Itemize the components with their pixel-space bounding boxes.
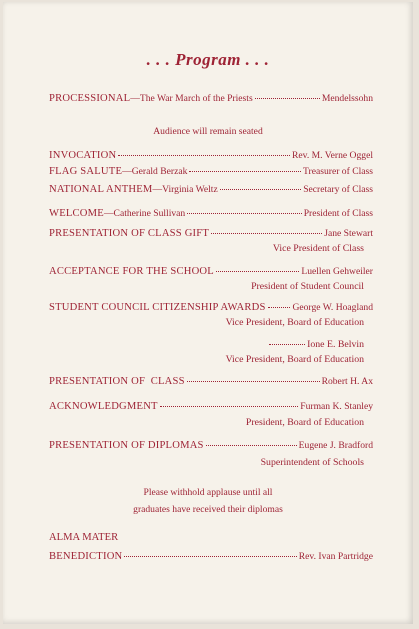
item-right: Robert H. Ax (321, 376, 373, 387)
item-detail: —The War March of the Priests (130, 93, 253, 104)
item-detail: —Gerald Berzak (122, 166, 188, 177)
item-name: FLAG SALUTE (49, 166, 123, 177)
welcome-row (49, 208, 373, 219)
program-page (3, 2, 413, 624)
dot-leader (269, 344, 305, 345)
item-name: PRESENTATION OF CLASS (49, 376, 185, 387)
item-right: President of Class (303, 208, 373, 219)
item-right: Secretary of Class (303, 184, 373, 195)
applause-note-line-2: graduates have received their diplomas (133, 504, 283, 515)
benediction-row (49, 551, 373, 562)
dot-leader (255, 98, 320, 99)
item-right: Rev. M. Verne Oggel (292, 150, 373, 161)
citizenship-role: Vice President, Board of Education (225, 317, 364, 328)
class-gift-role: Vice President of Class (272, 243, 364, 254)
invocation-row (49, 150, 373, 161)
item-name: PROCESSIONAL (49, 93, 131, 104)
item-detail: —Virginia Weltz (152, 184, 218, 195)
dot-leader (220, 189, 301, 190)
item-name: STUDENT COUNCIL CITIZENSHIP AWARDS (49, 302, 266, 313)
acknowledgment-role: President, Board of Education (245, 417, 364, 428)
item-name: ACKNOWLEDGMENT (49, 401, 158, 412)
item-name: PRESENTATION OF DIPLOMAS (49, 440, 204, 451)
item-right: Mendelssohn (321, 93, 373, 104)
class-gift-row (49, 228, 373, 239)
dot-leader (187, 381, 320, 382)
acceptance-row (49, 266, 373, 277)
item-right: Furman K. Stanley (300, 401, 373, 412)
item-right: Ione E. Belvin (307, 339, 364, 350)
dot-leader (216, 271, 299, 272)
flag-salute-row (49, 166, 373, 177)
item-name: INVOCATION (49, 150, 117, 161)
acknowledgment-row (49, 401, 373, 412)
item-right: Jane Stewart (324, 228, 373, 239)
item-name: PRESENTATION OF CLASS GIFT (49, 228, 210, 239)
item-name: NATIONAL ANTHEM (49, 184, 153, 195)
dot-leader (160, 406, 299, 407)
item-name: WELCOME (49, 208, 104, 219)
item-right: Luellen Gehweiler (301, 266, 373, 277)
diplomas-role: Superintendent of Schools (260, 457, 364, 468)
dot-leader (268, 307, 291, 308)
dot-leader (211, 233, 322, 234)
diplomas-row (49, 440, 373, 451)
dot-leader (187, 213, 301, 214)
citizenship-second-row (269, 339, 364, 350)
dot-leader (189, 171, 301, 172)
processional-row (49, 93, 373, 104)
item-detail: —Catherine Sullivan (103, 208, 186, 219)
audience-note: Audience will remain seated (153, 126, 263, 137)
acceptance-role: President of Student Council (251, 281, 364, 292)
class-presentation-row (49, 376, 373, 387)
item-right: Rev. Ivan Partridge (298, 551, 373, 562)
anthem-row (49, 184, 373, 195)
item-name: ACCEPTANCE FOR THE SCHOOL (49, 266, 214, 277)
alma-mater: ALMA MATER (49, 532, 119, 543)
item-name: BENEDICTION (49, 551, 123, 562)
item-right: George W. Hoagland (292, 302, 373, 313)
dot-leader (206, 445, 297, 446)
applause-note-line-1: Please withhold applause until all (143, 487, 273, 498)
program-title: . . . Program . . . (146, 50, 270, 69)
dot-leader (118, 155, 290, 156)
item-right: Treasurer of Class (303, 166, 373, 177)
citizenship-role-2: Vice President, Board of Education (225, 354, 364, 365)
dot-leader (124, 556, 296, 557)
item-right: Eugene J. Bradford (298, 440, 373, 451)
citizenship-row (49, 302, 373, 313)
